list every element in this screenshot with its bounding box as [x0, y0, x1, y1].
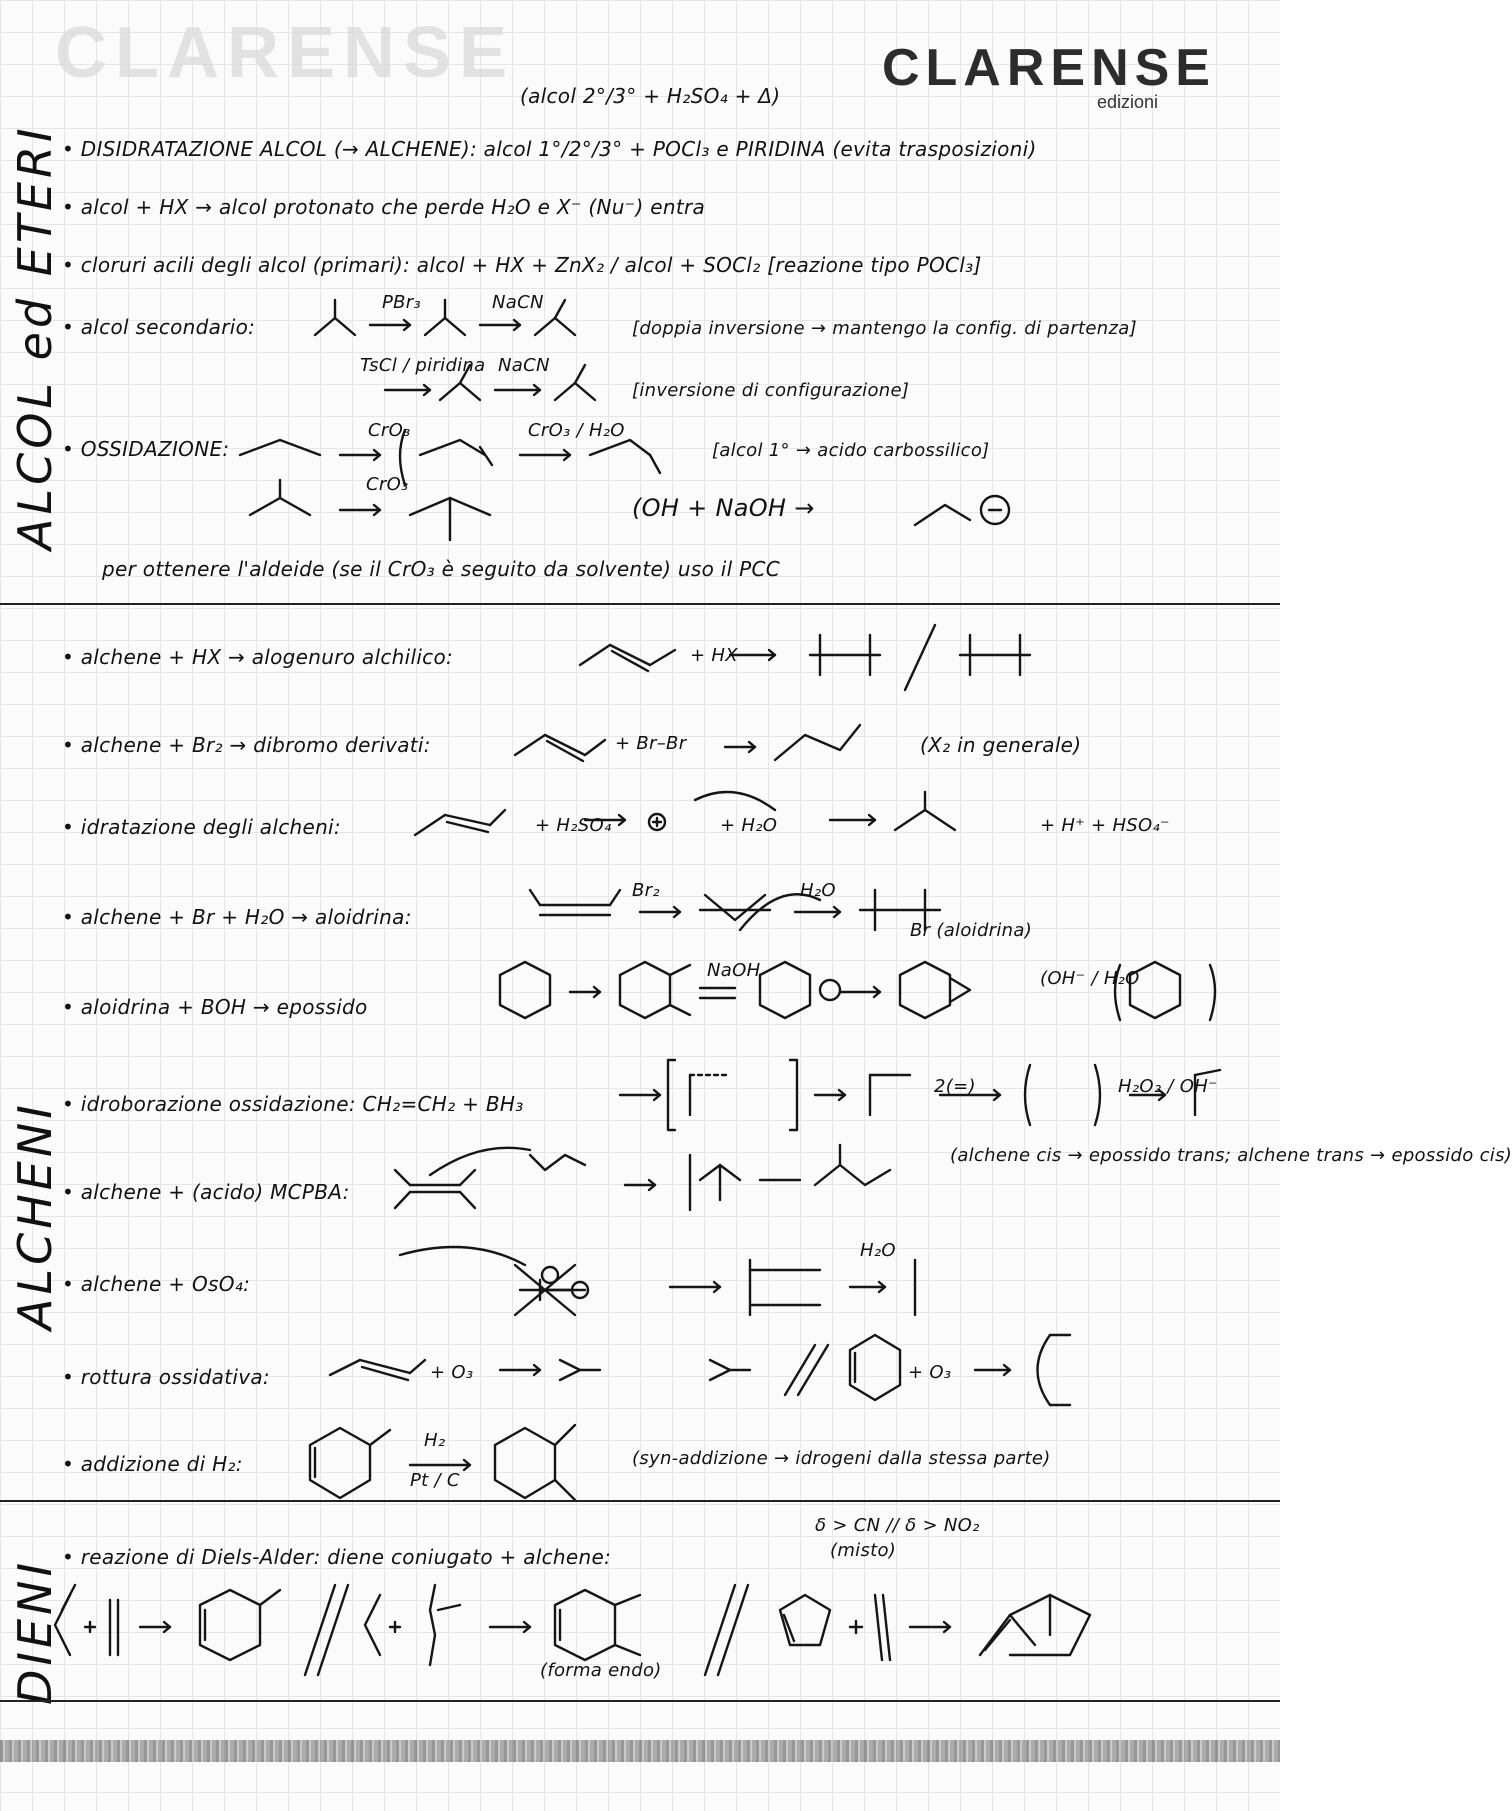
reagent-cro3-h2o: CrO₃ / H₂O: [528, 420, 625, 441]
reagent-h2o-2: H₂O: [800, 880, 836, 901]
reagent-h2: H₂: [424, 1430, 446, 1451]
reagent-br2: Br₂: [632, 880, 660, 901]
reagent-o3-1: + O₃: [430, 1362, 474, 1383]
note-forma-endo: (forma endo): [540, 1660, 662, 1681]
line-alchene-hx: • alchene + HX → alogenuro alchilico:: [62, 645, 454, 669]
line-addizione-h2: • addizione di H₂:: [62, 1452, 243, 1476]
note-doppia-inversione: [doppia inversione → mantengo la config. di partenza]: [632, 318, 1137, 339]
line-idroborazione: • idroborazione ossidazione: CH₂=CH₂ + BH₃: [62, 1092, 524, 1116]
divider-alcheni: [0, 1500, 1280, 1502]
line-epossido: • aloidrina + BOH → epossido: [62, 995, 368, 1019]
reagent-pt-c: Pt / C: [410, 1470, 460, 1491]
note-misto: (misto): [830, 1540, 897, 1561]
diels-alder-scheme: [50, 1565, 1150, 1705]
brand-logo: [881, 39, 1216, 113]
reagent-nacn-1: NaCN: [492, 292, 544, 313]
alchene-hx-scheme: [560, 615, 1120, 695]
note-delta: δ > CN // δ > NO₂: [815, 1515, 980, 1536]
epossido-scheme: [470, 950, 1230, 1060]
line-alcol-hx: • alcol + HX → alcol protonato che perde H₂O e X⁻ (Nu⁻) entra: [62, 195, 706, 219]
h2-scheme: [300, 1410, 600, 1520]
line-aloidrina: • alchene + Br + H₂O → aloidrina:: [62, 905, 412, 929]
note-alcol-1: [alcol 1° → acido carbossilico]: [712, 440, 990, 461]
note-x2: (X₂ in generale): [920, 733, 1082, 757]
reagent-cro3-2: CrO₃: [366, 474, 409, 495]
side-label-dieni: DIENI: [8, 1558, 62, 1705]
reagent-br-br: + Br–Br: [615, 733, 687, 754]
line-rottura: • rottura ossidativa:: [62, 1365, 270, 1389]
line-ossidazione: • OSSIDAZIONE:: [62, 437, 230, 461]
alcolato-example: (OH + NaOH →: [632, 494, 815, 522]
line-alcol-secondario: • alcol secondario:: [62, 315, 256, 339]
note-syn-addizione: (syn-addizione → idrogeni dalla stessa parte): [632, 1448, 1051, 1469]
aloidrina-scheme: [530, 870, 1010, 960]
brand-name: CLARENSE: [881, 39, 1216, 97]
alcolato-product: [910, 480, 1020, 540]
reagent-h2o2: H₂O₂ / OH⁻: [1118, 1076, 1218, 1097]
reagent-h2o: + H₂O: [720, 815, 778, 836]
alcol-sec-scheme-1: [310, 290, 640, 350]
reagent-tscl: TsCl / piridina: [360, 355, 486, 376]
line-cloruri: • cloruri acili degli alcol (primari): alcol + HX + ZnX₂ / alcol + SOCl₂ [reazione tipo POCl₃]: [62, 253, 982, 277]
reagent-hx: + HX: [690, 645, 738, 666]
reagent-o3-2: + O₃: [908, 1362, 952, 1383]
divider-alcoli: [0, 603, 1280, 605]
divider-dieni: [0, 1700, 1280, 1702]
scan-edge: [0, 1740, 1280, 1762]
note-aloidrina: Br (aloidrina): [910, 920, 1033, 941]
top-note: (alcol 2°/3° + H₂SO₄ + Δ): [520, 84, 781, 108]
line-mcpba: • alchene + (acido) MCPBA:: [62, 1180, 350, 1204]
line-disidratazione: • DISIDRATAZIONE ALCOL (→ ALCHENE): alcol 1°/2°/3° + POCl₃ e PIRIDINA (evita trasposizioni): [62, 137, 1037, 161]
alchene-br2-scheme: [495, 705, 915, 785]
reagent-oh-h2o: (OH⁻ / H₂O: [1040, 968, 1140, 989]
line-pcc: per ottenere l'aldeide (se il CrO₃ è seguito da solvente) uso il PCC: [102, 557, 781, 581]
brand-watermark: CLARENSE: [55, 13, 516, 93]
line-alchene-br2: • alchene + Br₂ → dibromo derivati:: [62, 733, 431, 757]
side-label-alcheni: ALCHENI: [8, 1101, 62, 1330]
mcpba-scheme: [390, 1130, 950, 1240]
note-inversione: [inversione di configurazione]: [632, 380, 910, 401]
side-label-alcoli: ALCOL ed ETERI: [8, 124, 62, 550]
reagent-h2so4: + H₂SO₄: [535, 815, 612, 836]
reagent-naoh: NaOH: [707, 960, 761, 981]
reagent-nacn-2: NaCN: [498, 355, 550, 376]
reagent-h2o-3: H₂O: [860, 1240, 896, 1261]
note-mcpba: (alchene cis → epossido trans; alchene trans → epossido cis): [950, 1145, 1512, 1166]
line-idratazione: • idratazione degli alcheni:: [62, 815, 341, 839]
reagent-cro3-1: CrO₃: [368, 420, 411, 441]
line-oso4: • alchene + OsO₄:: [62, 1272, 251, 1296]
reagent-pbr3: PBr₃: [382, 292, 422, 313]
product-hplus: + H⁺ + HSO₄⁻: [1040, 815, 1170, 836]
line-diels-alder: • reazione di Diels-Alder: diene coniugato + alchene:: [62, 1545, 612, 1569]
brand-sub: edizioni: [1096, 92, 1158, 112]
reagent-2eq: 2(=): [934, 1076, 976, 1097]
